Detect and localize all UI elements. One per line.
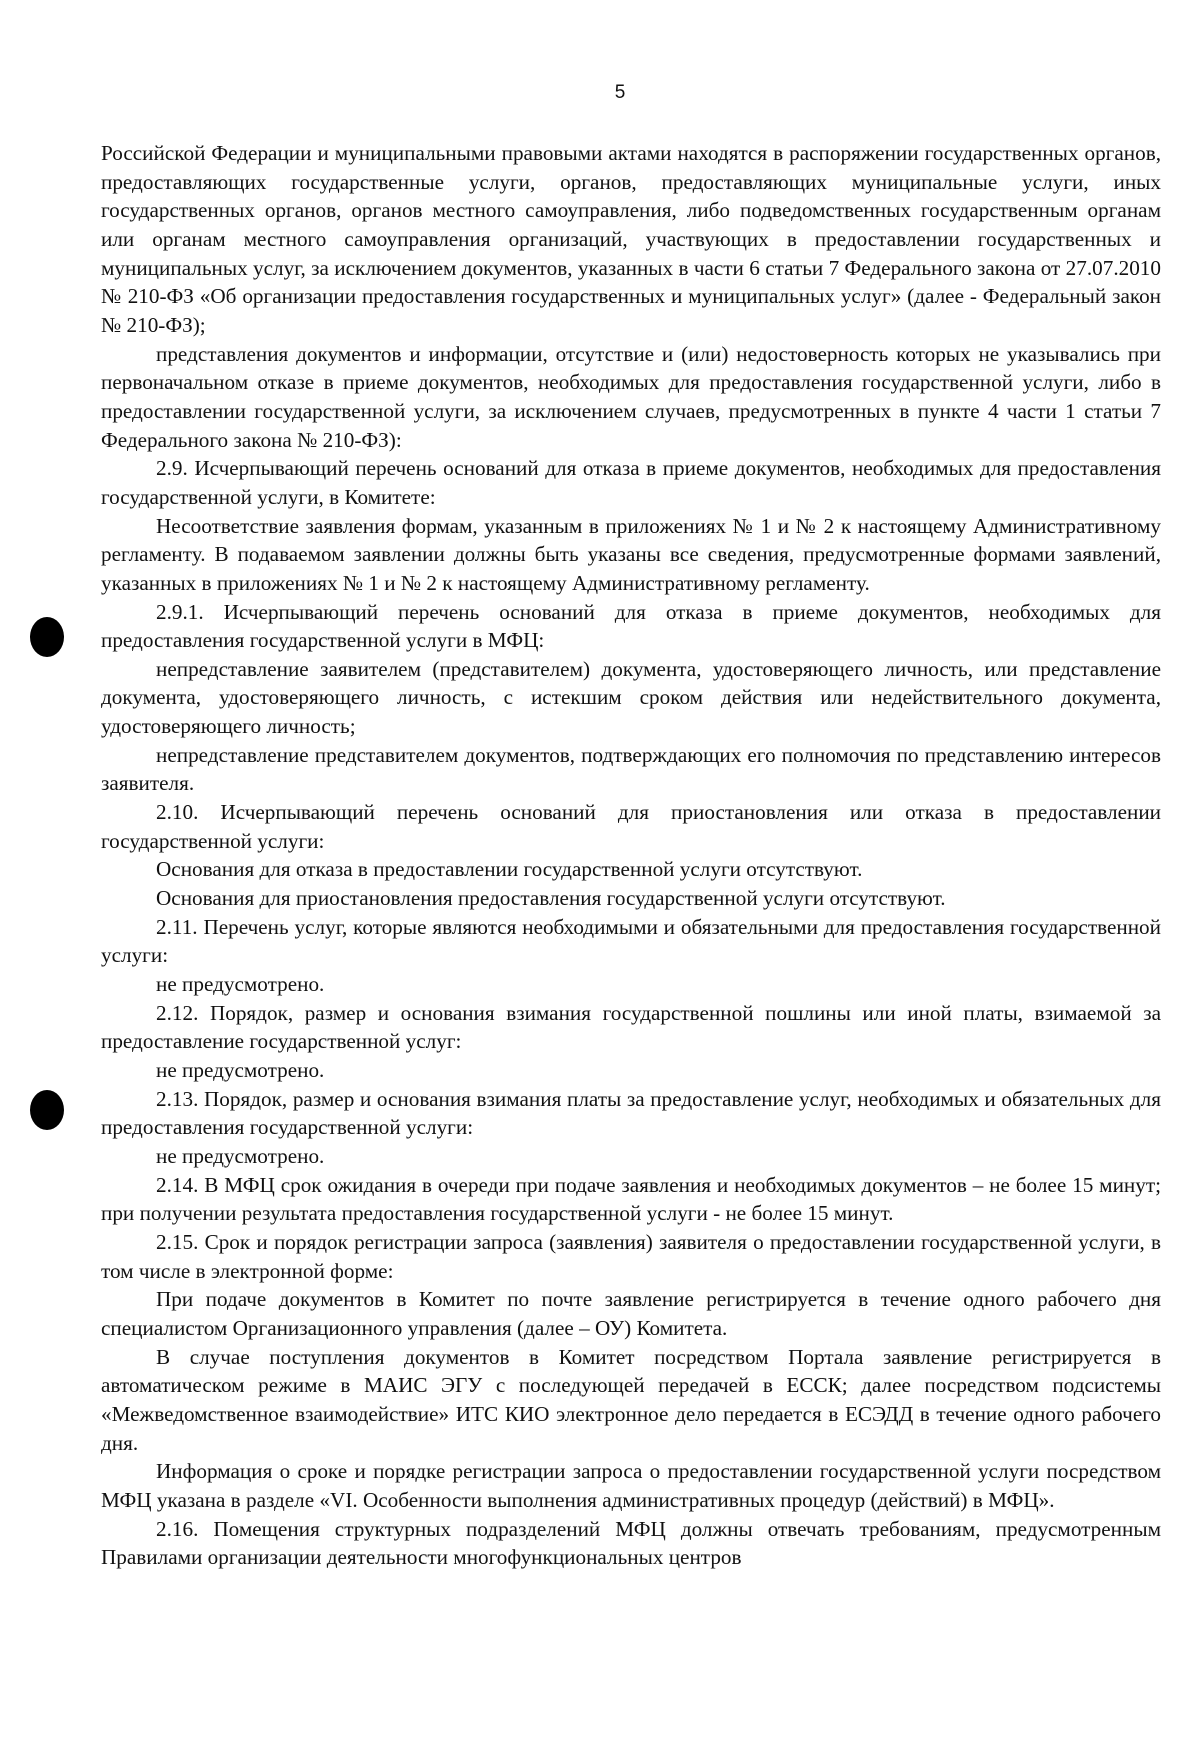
punch-hole-mark [30,617,64,657]
paragraph: Информация о сроке и порядке регистрации запроса о предоставлении государственной услуги посредством МФЦ указана в разделе «VI. Особенности выполнения административных процедур (действий) в МФЦ». [101,1459,1161,1512]
paragraph: Несоответствие заявления формам, указанным в приложениях № 1 и № 2 к настоящему Административному регламенту. В подаваемом заявлении должны быть указаны все сведения, предусмотренные формами заявлений, указанных в приложениях № 1 и № 2 к настоящему Административному регламенту. [101,513,1161,595]
paragraph-clause-2-11: 2.11. Перечень услуг, которые являются необходимыми и обязательными для предоставления государственной услуги: [101,914,1161,968]
paragraph: непредставление заявителем (представителем) документа, удостоверяющего личность, или представление документа, удостоверяющего личность, с истекшим сроком действия или недействительного документа, удостоверяющего личность; [101,656,1161,739]
paragraph-clause-2-16: 2.16. Помещения структурных подразделений МФЦ должны отвечать требованиям, предусмотренным Правилами организации деятельности многофункциональных центров [101,1516,1161,1570]
paragraph: не предусмотрено. [156,1058,325,1082]
paragraph: не предусмотрено. [156,1143,325,1168]
paragraph: Основания для приостановления предоставления государственной услуги отсутствуют. [156,886,946,911]
paragraph: При подаче документов в Комитет по почте заявление регистрируется в течение одного рабочего дня специалистом Организационного управления (далее – ОУ) Комитета. [101,1287,1161,1340]
paragraph: В случае поступления документов в Комитет посредством Портала заявление регистрируется в автоматическом режиме в МАИС ЭГУ с последующей передачей в ЕССК; далее посредством подсистемы «Межведомственное взаимодействие» ИТС КИО электронное дело передается в ЕСЭДД в течение одного рабочего дня. [101,1344,1161,1455]
paragraph: Основания для отказа в предоставлении государственной услуги отсутствуют. [156,857,863,882]
paragraph-clause-2-9: 2.9. Исчерпывающий перечень оснований для отказа в приеме документов, необходимых для предоставления государственной услуги, в Комитете: [101,456,1161,509]
paragraph: непредставление представителем документов, подтверждающих его полномочия по представлению интересов заявителя. [101,742,1161,796]
paragraph-clause-2-15: 2.15. Срок и порядок регистрации запроса (заявления) заявителя о предоставлении государственной услуги, в том числе в электронной форме: [101,1229,1161,1283]
paragraph: не предусмотрено. [156,972,325,997]
punch-hole-mark [30,1090,64,1130]
page-number: 5 [614,82,626,103]
paragraph-clause-2-14: 2.14. В МФЦ срок ожидания в очереди при подаче заявления и необходимых документов – не более 15 минут; при получении результата предоставления государственной услуги - не более 15 минут. [101,1172,1161,1226]
paragraph-clause-2-13: 2.13. Порядок, размер и основания взимания платы за предоставление услуг, необходимых и обязательных для предоставления государственной услуги: [101,1086,1161,1140]
paragraph-clause-2-12: 2.12. Порядок, размер и основания взимания государственной пошлины или иной платы, взимаемой за предоставление государственной услуг: [101,1000,1161,1054]
paragraph-clause-2-9-1: 2.9.1. Исчерпывающий перечень оснований для отказа в приеме документов, необходимых для предоставления государственной услуги в МФЦ: [101,599,1161,653]
paragraph: Российской Федерации и муниципальными правовыми актами находятся в распоряжении государственных органов, предоставляющих государственные услуги, органов, предоставляющих муниципальные услуги, иных государственных органов, органов местного самоуправления, либо подведомственных государственным органам или органам местного самоуправления организаций, участвующих в предоставлении государственных и муниципальных услуг, за исключением документов, указанных в части 6 статьи 7 Федерального закона от 27.07.2010 № 210-ФЗ «Об организации предоставления государственных и муниципальных услуг» (далее - Федеральный закон № 210-ФЗ); [101,141,1161,337]
document-body [101,139,1161,1572]
paragraph: представления документов и информации, отсутствие и (или) недостоверность которых не указывались при первоначальном отказе в приеме документов, необходимых для предоставления государственной услуги, либо в предоставлении государственной услуги, за исключением случаев, предусмотренных в пункте 4 части 1 статьи 7 Федерального закона № 210-ФЗ): [101,341,1161,452]
paragraph-clause-2-10: 2.10. Исчерпывающий перечень оснований для приостановления или отказа в предоставлении государственной услуги: [101,800,1161,853]
